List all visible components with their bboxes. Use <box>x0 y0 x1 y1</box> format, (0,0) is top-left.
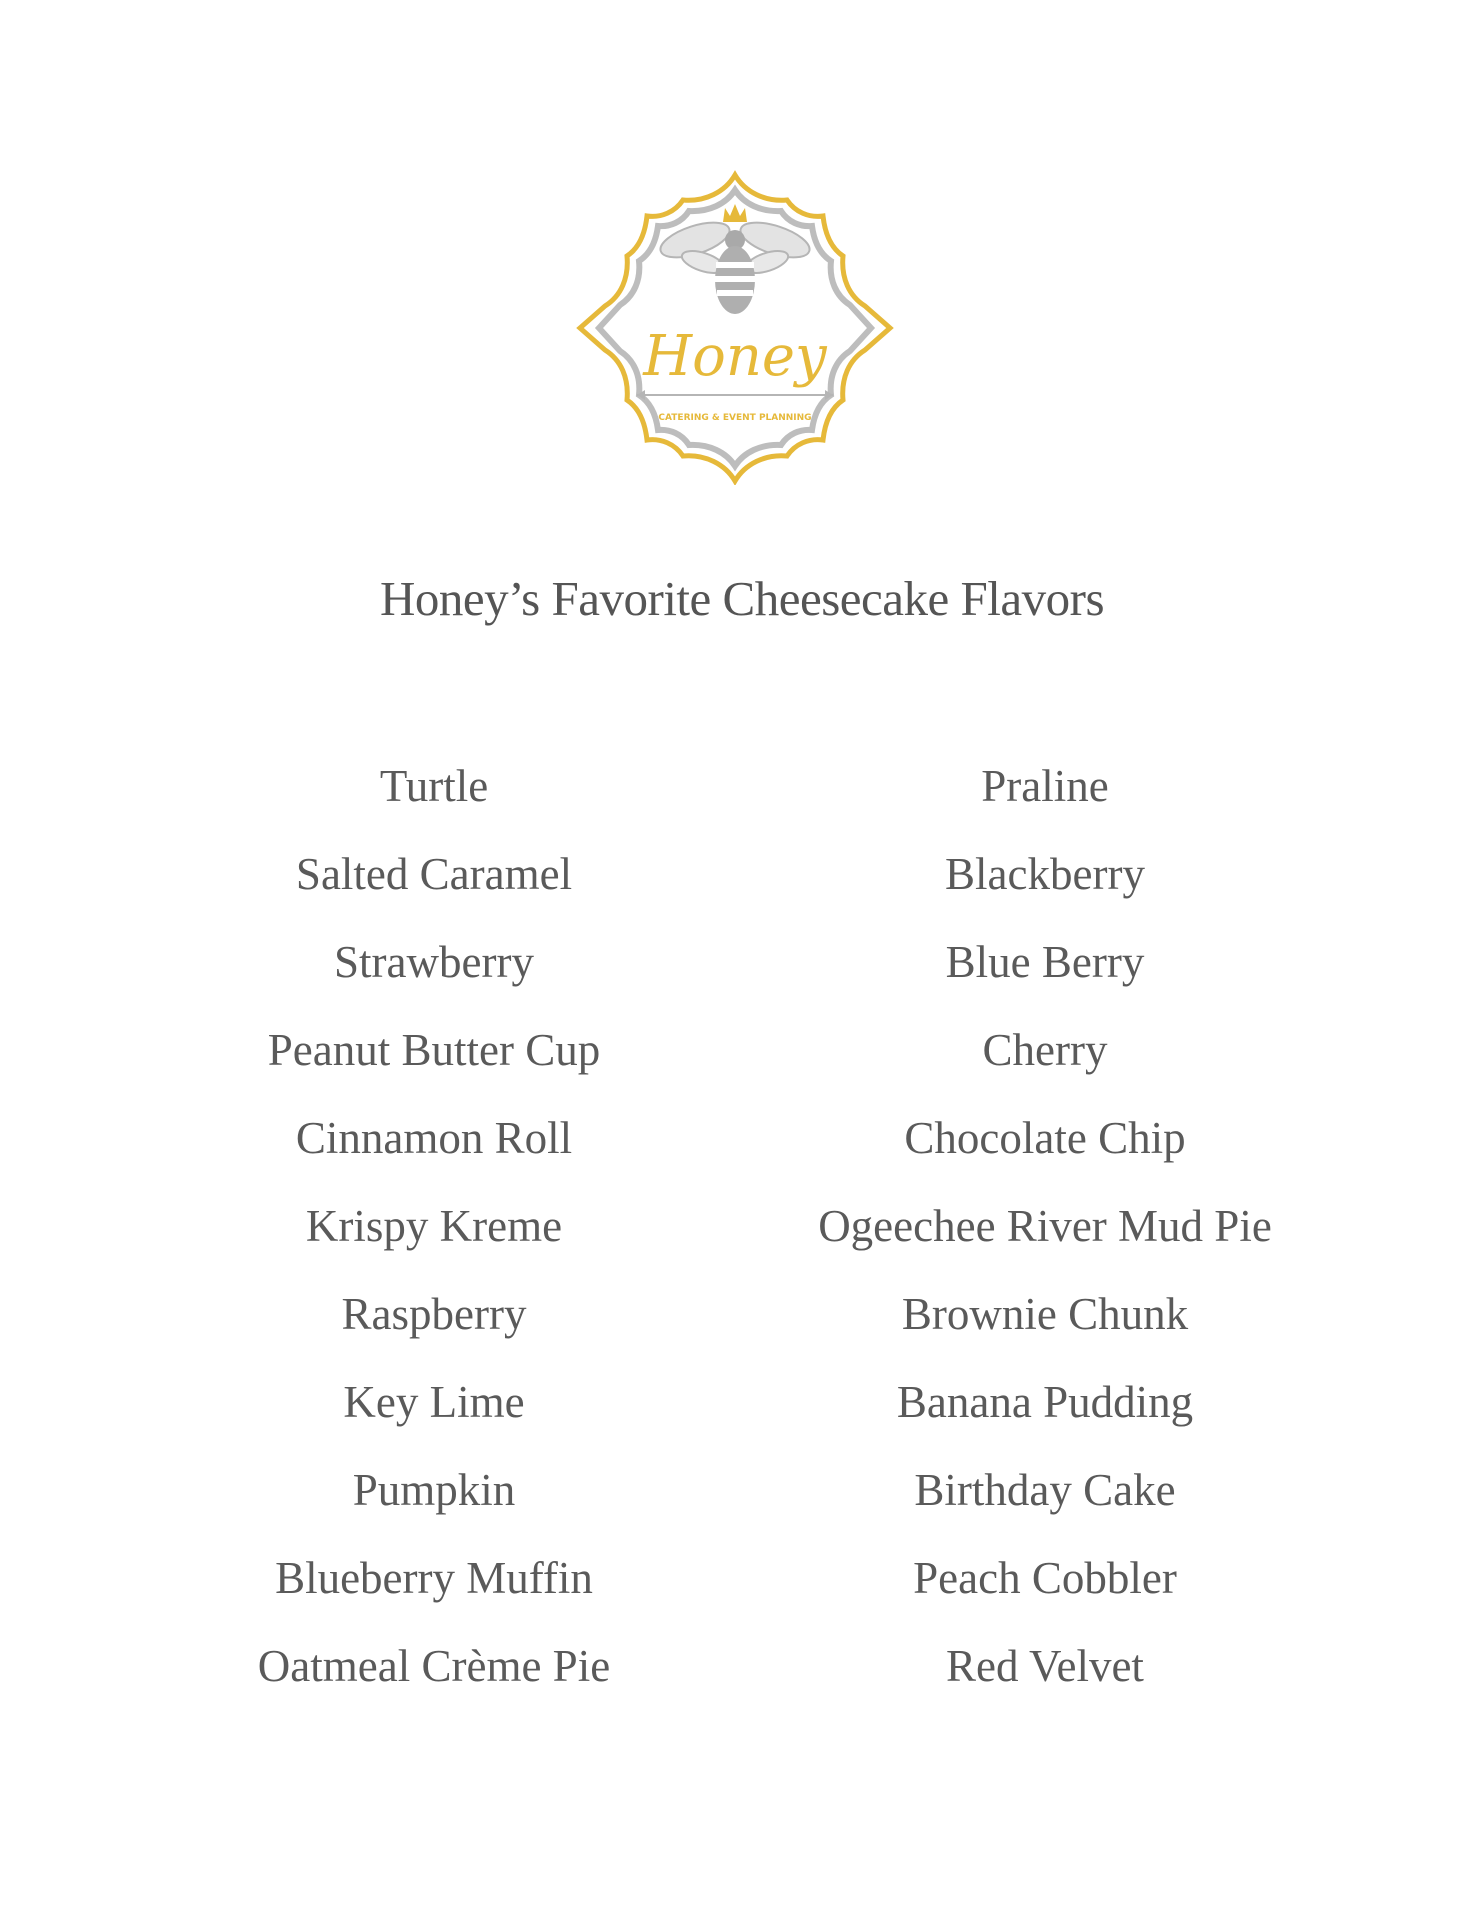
flavor-item: Strawberry <box>334 937 534 987</box>
logo-tagline: CATERING & EVENT PLANNING <box>658 413 812 423</box>
flavor-item: Peach Cobbler <box>913 1553 1177 1603</box>
flavor-item: Salted Caramel <box>295 849 573 899</box>
flavor-item: Praline <box>981 761 1109 811</box>
flavor-item: Blue Berry <box>945 937 1145 987</box>
logo-wordmark: Honey <box>643 324 827 389</box>
flavor-item: Oatmeal Crème Pie <box>257 1641 611 1691</box>
page-title: Honey’s Favorite Cheesecake Flavors <box>379 571 1105 626</box>
flavor-item: Birthday Cake <box>914 1465 1176 1515</box>
flavor-item: Blueberry Muffin <box>275 1553 593 1603</box>
flavor-item: Brownie Chunk <box>901 1289 1189 1339</box>
flavor-item: Peanut Butter Cup <box>267 1025 601 1075</box>
flavor-item: Pumpkin <box>352 1465 516 1515</box>
flavor-item: Raspberry <box>341 1289 527 1339</box>
flavor-item: Blackberry <box>945 849 1145 899</box>
flavor-item: Krispy Kreme <box>305 1201 563 1251</box>
flavor-item: Key Lime <box>343 1377 525 1427</box>
honey-logo <box>575 170 895 485</box>
flavor-list-left <box>124 742 744 1710</box>
flavor-list-right <box>735 742 1355 1710</box>
flavor-item: Cinnamon Roll <box>295 1113 573 1163</box>
flavor-item: Cherry <box>982 1025 1108 1075</box>
flavor-item: Red Velvet <box>946 1641 1144 1691</box>
flavor-item: Chocolate Chip <box>904 1113 1186 1163</box>
flavor-item: Banana Pudding <box>896 1377 1194 1427</box>
flavor-item: Turtle <box>379 761 489 811</box>
flavor-item: Ogeechee River Mud Pie <box>818 1201 1272 1251</box>
